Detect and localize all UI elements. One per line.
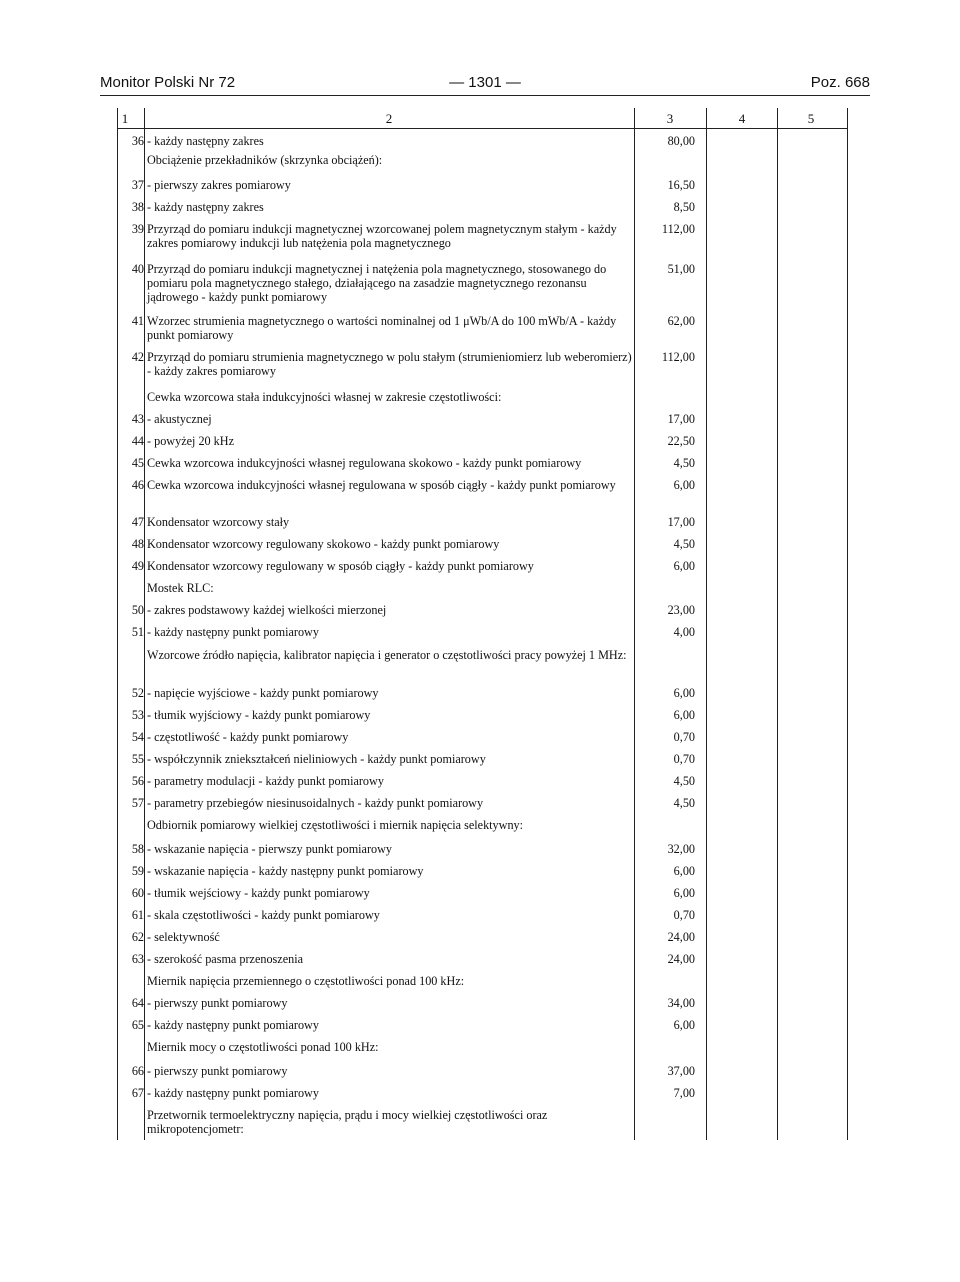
row-number: 57 [131, 796, 144, 810]
row-fee: 24,00 [667, 930, 695, 944]
row-description: Odbiornik pomiarowy wielkiej częstotliwości i miernik napięcia selektywny: [147, 818, 524, 832]
row-number: 51 [131, 625, 144, 639]
row-description: - pierwszy punkt pomiarowy [147, 1064, 288, 1078]
row-description: Przetwornik termoelektryczny napięcia, prądu i mocy wielkiej częstotliwości oraz mikropotencjometr: [147, 1108, 548, 1136]
column-divider-3 [706, 108, 707, 1140]
row-description: Wzorzec strumienia magnetycznego o wartości nominalnej od 1 μWb/A do 100 mWb/A - każdy punkt pomiarowy [147, 314, 617, 342]
row-description: - napięcie wyjściowe - każdy punkt pomiarowy [147, 686, 379, 700]
row-fee: 0,70 [673, 730, 695, 744]
row-number: 55 [131, 752, 144, 766]
row-description: - pierwszy zakres pomiarowy [147, 178, 291, 192]
column-header-4: 4 [738, 111, 746, 126]
row-fee: 4,50 [673, 537, 695, 551]
row-number: 54 [131, 730, 144, 744]
row-number: 67 [131, 1086, 144, 1100]
row-description: Miernik napięcia przemiennego o częstotliwości ponad 100 kHz: [147, 974, 465, 988]
column-header-3: 3 [666, 111, 674, 126]
row-description: Kondensator wzorcowy regulowany skokowo - każdy punkt pomiarowy [147, 537, 500, 551]
row-fee: 23,00 [667, 603, 695, 617]
row-fee: 62,00 [667, 314, 695, 328]
row-number: 45 [131, 456, 144, 470]
row-fee: 8,50 [673, 200, 695, 214]
publication-title: Monitor Polski Nr 72 [100, 74, 236, 91]
row-description: - pierwszy punkt pomiarowy [147, 996, 288, 1010]
row-description: - każdy następny punkt pomiarowy [147, 625, 319, 639]
row-number: 50 [131, 603, 144, 617]
row-fee: 24,00 [667, 952, 695, 966]
row-number: 48 [131, 537, 144, 551]
row-number: 56 [131, 774, 144, 788]
row-fee: 51,00 [667, 262, 695, 276]
row-fee: 6,00 [673, 686, 695, 700]
row-description: - parametry przebiegów niesinusoidalnych - każdy punkt pomiarowy [147, 796, 484, 810]
row-fee: 4,00 [673, 625, 695, 639]
fee-table [117, 108, 848, 1140]
row-fee: 112,00 [661, 222, 695, 236]
row-number: 52 [131, 686, 144, 700]
row-fee: 17,00 [667, 412, 695, 426]
row-description: - selektywność [147, 930, 220, 944]
row-fee: 0,70 [673, 908, 695, 922]
row-fee: 6,00 [673, 708, 695, 722]
row-description: Kondensator wzorcowy regulowany w sposób ciągły - każdy punkt pomiarowy [147, 559, 534, 573]
row-description: Mostek RLC: [147, 581, 214, 595]
row-number: 63 [131, 952, 144, 966]
row-fee: 6,00 [673, 864, 695, 878]
row-description: Cewka wzorcowa indukcyjności własnej regulowana w sposób ciągły - każdy punkt pomiarowy [147, 478, 616, 492]
row-description: - powyżej 20 kHz [147, 434, 234, 448]
row-fee: 6,00 [673, 886, 695, 900]
row-description: - każdy następny punkt pomiarowy [147, 1086, 319, 1100]
row-number: 64 [131, 996, 144, 1010]
row-fee: 6,00 [673, 559, 695, 573]
row-fee: 32,00 [667, 842, 695, 856]
row-description: - zakres podstawowy każdej wielkości mierzonej [147, 603, 387, 617]
row-description: Miernik mocy o częstotliwości ponad 100 kHz: [147, 1040, 379, 1054]
page-number: — 1301 — [449, 74, 521, 91]
position-number: Poz. 668 [810, 74, 870, 91]
column-divider-4 [777, 108, 778, 1140]
page-header [100, 70, 870, 96]
row-description: - akustycznej [147, 412, 212, 426]
row-description: - każdy następny zakres [147, 134, 264, 148]
row-description: - każdy następny punkt pomiarowy [147, 1018, 319, 1032]
row-fee: 4,50 [673, 774, 695, 788]
row-fee: 4,50 [673, 796, 695, 810]
row-number: 61 [131, 908, 144, 922]
row-number: 36 [131, 134, 144, 148]
table-border-right [847, 108, 848, 1140]
row-number: 49 [131, 559, 144, 573]
column-header-2: 2 [385, 111, 393, 126]
row-description: - tłumik wyjściowy - każdy punkt pomiarowy [147, 708, 371, 722]
row-number: 37 [131, 178, 144, 192]
row-number: 58 [131, 842, 144, 856]
row-description: - tłumik wejściowy - każdy punkt pomiarowy [147, 886, 370, 900]
row-number: 39 [131, 222, 144, 236]
row-description: Obciążenie przekładników (skrzynka obciążeń): [147, 153, 383, 167]
row-fee: 17,00 [667, 515, 695, 529]
row-number: 40 [131, 262, 144, 276]
row-description: Wzorcowe źródło napięcia, kalibrator napięcia i generator o częstotliwości pracy powyżej 1 MHz: [147, 648, 627, 662]
row-number: 44 [131, 434, 144, 448]
row-description: Cewka wzorcowa indukcyjności własnej regulowana skokowo - każdy punkt pomiarowy [147, 456, 582, 470]
header-rule [100, 95, 870, 96]
row-number: 66 [131, 1064, 144, 1078]
row-fee: 16,50 [667, 178, 695, 192]
row-description: - wskazanie napięcia - pierwszy punkt pomiarowy [147, 842, 393, 856]
column-header-5: 5 [807, 111, 815, 126]
row-description: Przyrząd do pomiaru indukcji magnetycznej i natężenia pola magnetycznego, stosowanego do pomiaru pola magnetycznego stałego, działającego na zasadzie magnetycznego rezonansu jądrowego - każdy punkt pomiarowy [147, 262, 607, 304]
row-description: - szerokość pasma przenoszenia [147, 952, 303, 966]
row-fee: 6,00 [673, 1018, 695, 1032]
row-description: - skala częstotliwości - każdy punkt pomiarowy [147, 908, 380, 922]
row-number: 41 [131, 314, 144, 328]
row-number: 65 [131, 1018, 144, 1032]
row-fee: 6,00 [673, 478, 695, 492]
row-fee: 7,00 [673, 1086, 695, 1100]
row-fee: 112,00 [661, 350, 695, 364]
row-fee: 4,50 [673, 456, 695, 470]
row-description: Przyrząd do pomiaru indukcji magnetycznej wzorcowanej polem magnetycznym stałym - każdy zakres pomiarowy indukcji lub natężenia pola magnetycznego [147, 222, 617, 250]
row-number: 59 [131, 864, 144, 878]
row-number: 38 [131, 200, 144, 214]
row-fee: 80,00 [667, 134, 695, 148]
column-header-1: 1 [121, 111, 129, 126]
row-fee: 34,00 [667, 996, 695, 1010]
row-fee: 0,70 [673, 752, 695, 766]
row-description: - częstotliwość - każdy punkt pomiarowy [147, 730, 349, 744]
row-number: 47 [131, 515, 144, 529]
row-description: Kondensator wzorcowy stały [147, 515, 290, 529]
row-description: Cewka wzorcowa stała indukcyjności własnej w zakresie częstotliwości: [147, 390, 502, 404]
row-number: 62 [131, 930, 144, 944]
row-fee: 37,00 [667, 1064, 695, 1078]
row-description: - każdy następny zakres [147, 200, 264, 214]
row-fee: 22,50 [667, 434, 695, 448]
row-number: 46 [131, 478, 144, 492]
row-number: 60 [131, 886, 144, 900]
row-number: 43 [131, 412, 144, 426]
table-header-rule [117, 128, 848, 129]
row-description: Przyrząd do pomiaru strumienia magnetycznego w polu stałym (strumieniomierz lub weberomierz) - każdy zakres pomiarowy [147, 350, 632, 378]
row-description: - parametry modulacji - każdy punkt pomiarowy [147, 774, 384, 788]
row-number: 53 [131, 708, 144, 722]
row-description: - wskazanie napięcia - każdy następny punkt pomiarowy [147, 864, 424, 878]
column-divider-1 [144, 108, 145, 1140]
row-number: 42 [131, 350, 144, 364]
row-description: - współczynnik zniekształceń nieliniowych - każdy punkt pomiarowy [147, 752, 486, 766]
